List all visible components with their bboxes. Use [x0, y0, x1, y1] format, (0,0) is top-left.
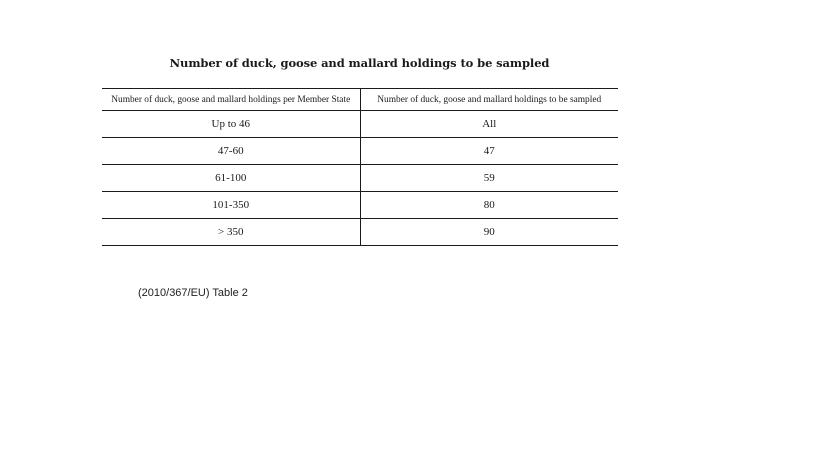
table-cell-sample-count: 90	[360, 219, 618, 246]
table-cell-holdings-range: Up to 46	[102, 111, 360, 138]
document-title: Number of duck, goose and mallard holdings to be sampled	[169, 56, 550, 70]
table-cell-sample-count: 47	[360, 138, 618, 165]
table-cell-holdings-range: 101-350	[102, 192, 360, 219]
table-cell-sample-count: 80	[360, 192, 618, 219]
table-cell-sample-count: All	[360, 111, 618, 138]
table-cell-sample-count: 59	[360, 165, 618, 192]
table-header-row	[102, 89, 618, 111]
table-row	[102, 165, 618, 192]
table-row	[102, 111, 618, 138]
column-header-holdings-per-member-state: Number of duck, goose and mallard holdings per Member State	[102, 89, 360, 111]
table-cell-holdings-range: > 350	[102, 219, 360, 246]
table-cell-holdings-range: 47-60	[102, 138, 360, 165]
table-row	[102, 219, 618, 246]
table-caption: (2010/367/EU) Table 2	[138, 287, 248, 299]
table-row	[102, 138, 618, 165]
table-row	[102, 192, 618, 219]
sampling-table	[102, 88, 618, 246]
table-cell-holdings-range: 61-100	[102, 165, 360, 192]
column-header-holdings-to-sample: Number of duck, goose and mallard holdings to be sampled	[360, 89, 618, 111]
